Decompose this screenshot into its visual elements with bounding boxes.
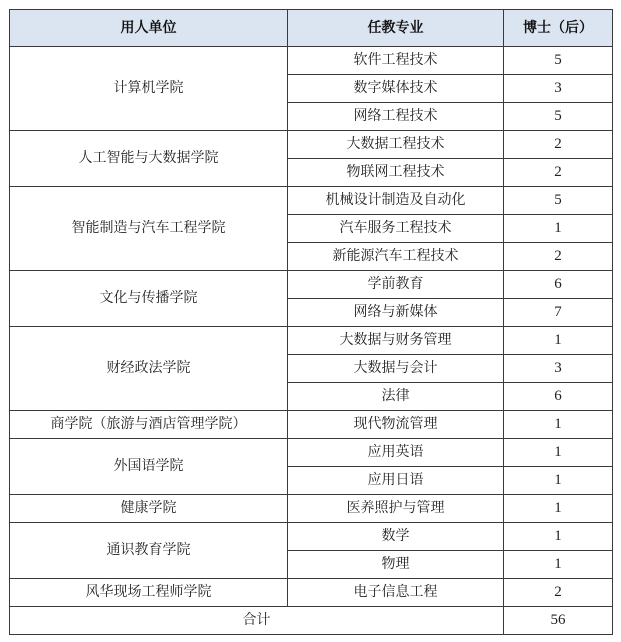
major-cell: 医养照护与管理: [288, 495, 504, 523]
table-row: [10, 187, 613, 215]
phd-count-cell: 1: [504, 467, 613, 495]
major-cell: 应用英语: [288, 439, 504, 467]
major-cell: 大数据与财务管理: [288, 327, 504, 355]
phd-count-cell: 5: [504, 47, 613, 75]
unit-cell: 计算机学院: [10, 47, 288, 131]
major-cell: 现代物流管理: [288, 411, 504, 439]
major-cell: 物理: [288, 551, 504, 579]
table-row: [10, 327, 613, 355]
major-cell: 软件工程技术: [288, 47, 504, 75]
table-row: [10, 439, 613, 467]
major-cell: 大数据工程技术: [288, 131, 504, 159]
major-cell: 网络工程技术: [288, 103, 504, 131]
phd-count-cell: 2: [504, 243, 613, 271]
phd-count-cell: 6: [504, 271, 613, 299]
phd-count-cell: 1: [504, 215, 613, 243]
major-cell: 学前教育: [288, 271, 504, 299]
table-row: [10, 131, 613, 159]
unit-cell: 智能制造与汽车工程学院: [10, 187, 288, 271]
phd-count-cell: 3: [504, 355, 613, 383]
major-cell: 网络与新媒体: [288, 299, 504, 327]
phd-count-cell: 1: [504, 551, 613, 579]
total-row: [10, 607, 613, 635]
phd-count-cell: 2: [504, 579, 613, 607]
major-cell: 数学: [288, 523, 504, 551]
major-cell: 汽车服务工程技术: [288, 215, 504, 243]
unit-cell: 文化与传播学院: [10, 271, 288, 327]
phd-count-cell: 3: [504, 75, 613, 103]
phd-count-cell: 1: [504, 523, 613, 551]
major-cell: 大数据与会计: [288, 355, 504, 383]
phd-count-cell: 1: [504, 327, 613, 355]
major-cell: 物联网工程技术: [288, 159, 504, 187]
phd-count-cell: 7: [504, 299, 613, 327]
unit-cell: 通识教育学院: [10, 523, 288, 579]
total-count: 56: [504, 607, 613, 635]
phd-count-cell: 1: [504, 411, 613, 439]
major-cell: 新能源汽车工程技术: [288, 243, 504, 271]
phd-count-cell: 5: [504, 103, 613, 131]
table-row: [10, 579, 613, 607]
header-unit: 用人单位: [10, 10, 288, 47]
phd-count-cell: 2: [504, 131, 613, 159]
table-row: [10, 523, 613, 551]
major-cell: 机械设计制造及自动化: [288, 187, 504, 215]
phd-count-cell: 2: [504, 159, 613, 187]
table-body: [10, 47, 613, 607]
phd-count-cell: 6: [504, 383, 613, 411]
total-label: 合计: [10, 607, 504, 635]
table-row: [10, 495, 613, 523]
recruitment-table-container: [9, 9, 613, 635]
major-cell: 应用日语: [288, 467, 504, 495]
recruitment-table: [9, 9, 613, 635]
unit-cell: 健康学院: [10, 495, 288, 523]
table-row: [10, 411, 613, 439]
phd-count-cell: 5: [504, 187, 613, 215]
unit-cell: 商学院（旅游与酒店管理学院）: [10, 411, 288, 439]
major-cell: 法律: [288, 383, 504, 411]
unit-cell: 外国语学院: [10, 439, 288, 495]
major-cell: 数字媒体技术: [288, 75, 504, 103]
unit-cell: 人工智能与大数据学院: [10, 131, 288, 187]
header-row: [10, 10, 613, 47]
header-major: 任教专业: [288, 10, 504, 47]
phd-count-cell: 1: [504, 495, 613, 523]
unit-cell: 财经政法学院: [10, 327, 288, 411]
table-row: [10, 271, 613, 299]
unit-cell: 风华现场工程师学院: [10, 579, 288, 607]
phd-count-cell: 1: [504, 439, 613, 467]
major-cell: 电子信息工程: [288, 579, 504, 607]
header-phd: 博士（后）: [504, 10, 613, 47]
table-row: [10, 47, 613, 75]
